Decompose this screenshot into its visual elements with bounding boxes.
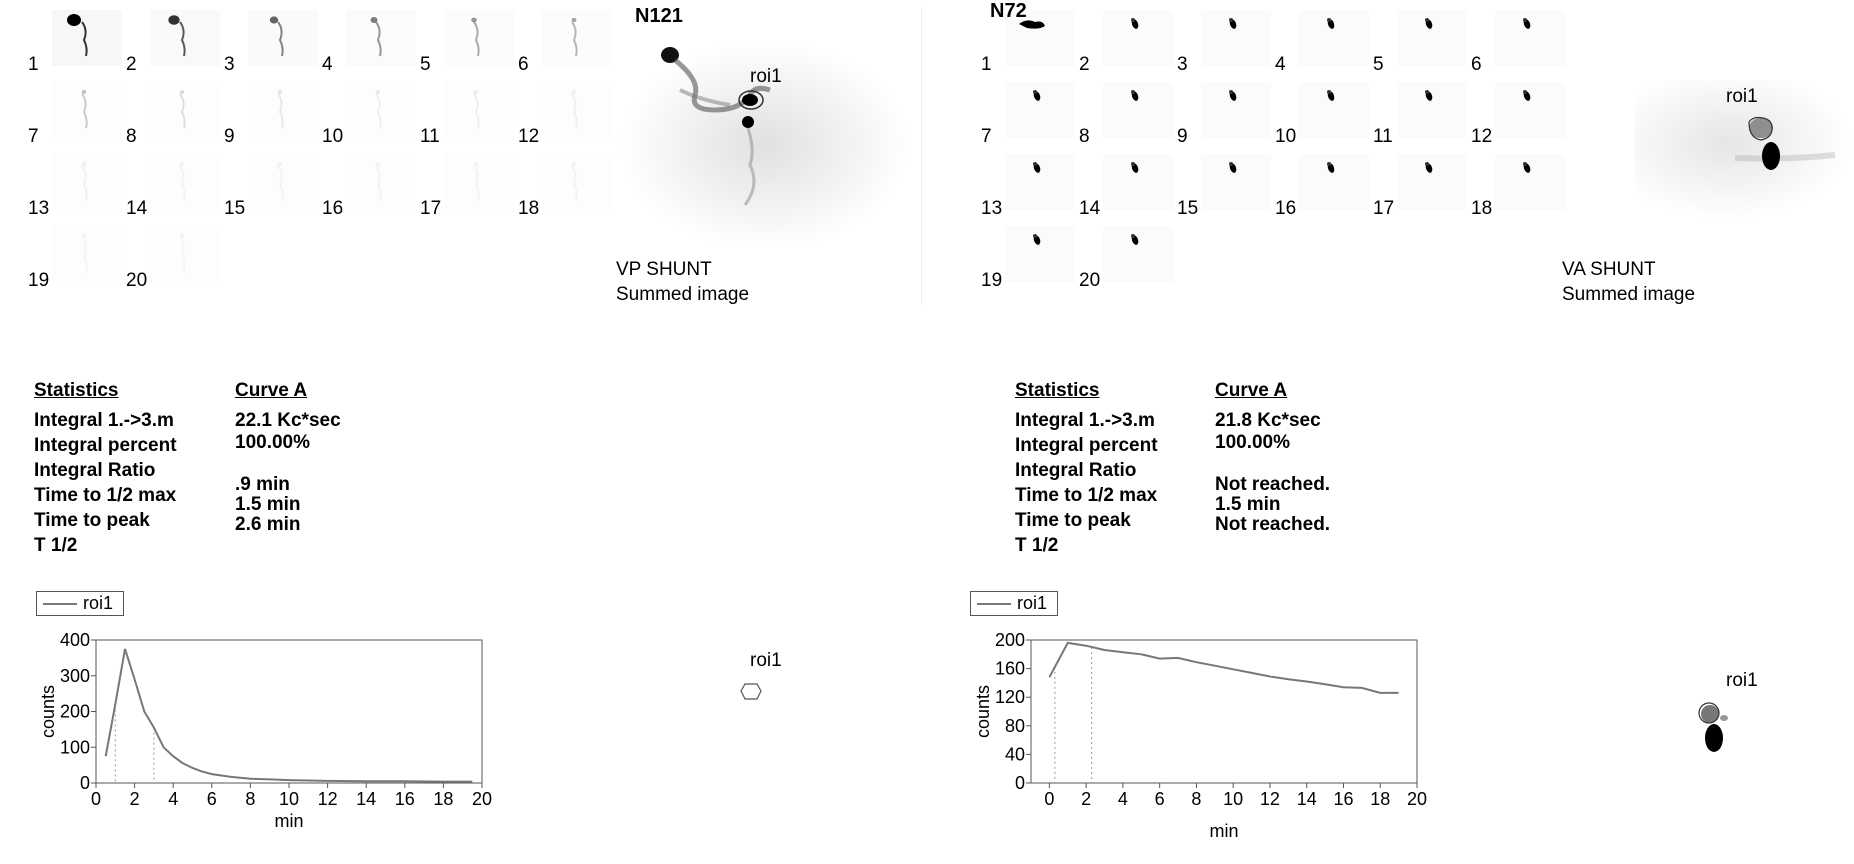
stat-label: Integral percent (1015, 435, 1158, 456)
y-axis-label: counts (38, 684, 58, 739)
frame-number: 2 (126, 54, 137, 75)
frame-thumbnail (126, 154, 216, 224)
frame-number: 3 (1177, 54, 1188, 75)
frame-number: 2 (1079, 54, 1090, 75)
frame-image (1397, 82, 1467, 138)
y-tick-label: 160 (994, 658, 1025, 679)
frame-image (150, 82, 220, 138)
panel-n72 (945, 0, 1854, 864)
frame-image (1005, 154, 1075, 210)
frame-thumbnail (1177, 154, 1267, 224)
frame-thumbnail (981, 226, 1071, 296)
x-tick-label: 6 (1154, 789, 1165, 809)
frame-number: 18 (1471, 198, 1493, 219)
frame-thumbnail (1373, 82, 1463, 152)
frame-number: 1 (981, 54, 992, 75)
y-tick-label: 0 (1014, 773, 1025, 793)
frame-thumbnail (224, 154, 314, 224)
x-tick-label: 14 (1296, 789, 1317, 809)
frame-image (1495, 10, 1565, 66)
x-tick-label: 2 (1081, 789, 1092, 809)
frame-image (150, 154, 220, 210)
statistics-header: Statistics (1015, 380, 1100, 401)
frame-image (346, 10, 416, 66)
frame-number: 5 (1373, 54, 1384, 75)
stat-value: 100.00% (1215, 432, 1291, 453)
stat-value: 100.00% (235, 432, 311, 453)
x-tick-label: 0 (90, 789, 102, 809)
x-tick-label: 18 (433, 789, 454, 809)
frame-thumbnail (518, 82, 608, 152)
summed-image-caption (616, 257, 749, 307)
stat-value (1215, 454, 1435, 474)
frame-thumbnail (224, 10, 314, 80)
x-tick-label: 0 (1044, 789, 1055, 809)
frame-number: 13 (28, 198, 50, 219)
frame-image (1005, 10, 1075, 66)
summed-image-label: Summed image (616, 284, 750, 305)
frame-image (52, 154, 122, 210)
frame-thumbnail (981, 154, 1071, 224)
legend-label: roi1 (1017, 593, 1048, 613)
frame-thumbnail (1177, 10, 1267, 80)
frame-image (444, 154, 514, 210)
frame-thumbnail (420, 154, 510, 224)
stat-value: 2.6 min (235, 514, 301, 535)
frame-image (542, 10, 612, 66)
series-line-roi1 (1049, 643, 1398, 693)
frame-thumbnail (1079, 154, 1169, 224)
frame-image (1201, 10, 1271, 66)
frame-thumbnail (322, 10, 412, 80)
frame-number: 15 (1177, 198, 1199, 219)
frame-number: 19 (981, 270, 1003, 291)
frame-number: 18 (518, 198, 540, 219)
shunt-type-label: VA SHUNT (1562, 259, 1656, 280)
frame-image (52, 226, 122, 282)
stat-label: Time to peak (34, 510, 150, 531)
y-tick-label: 0 (79, 773, 90, 793)
stat-label: Integral Ratio (34, 460, 156, 481)
frame-number: 8 (126, 126, 137, 147)
stat-label: T 1/2 (1015, 535, 1059, 556)
frame-number: 11 (420, 126, 440, 147)
panel-title: N72 (990, 0, 1027, 22)
x-axis-label: min (1209, 821, 1239, 841)
frame-thumbnail (981, 82, 1071, 152)
frame-thumbnail (420, 82, 510, 152)
frame-number: 17 (420, 198, 442, 219)
statistics-header: Statistics (34, 380, 119, 401)
frame-number: 9 (1177, 126, 1188, 147)
y-tick-label: 400 (59, 630, 90, 650)
x-tick-label: 12 (1259, 789, 1280, 809)
stat-label: Integral 1.->3.m (34, 410, 174, 431)
x-tick-label: 4 (168, 789, 179, 809)
frame-number: 9 (224, 126, 235, 147)
y-tick-label: 200 (59, 701, 90, 722)
frame-image (52, 82, 122, 138)
frame-image (1397, 154, 1467, 210)
stat-label: Integral 1.->3.m (1015, 410, 1155, 431)
frame-image (1299, 82, 1369, 138)
frame-number: 17 (1373, 198, 1395, 219)
time-activity-chart (965, 625, 1525, 864)
frame-number: 14 (126, 198, 148, 219)
frame-image (444, 10, 514, 66)
frame-image (346, 154, 416, 210)
x-tick-label: 10 (278, 789, 300, 809)
x-tick-label: 16 (1333, 789, 1354, 809)
frame-number: 6 (1471, 54, 1482, 75)
frame-number: 4 (322, 54, 333, 75)
frame-number: 20 (1079, 270, 1101, 291)
frame-number: 5 (420, 54, 431, 75)
frame-thumbnail (518, 154, 608, 224)
frame-thumbnail (1177, 82, 1267, 152)
stat-label: Time to 1/2 max (1015, 485, 1158, 506)
y-tick-label: 120 (994, 687, 1025, 708)
stat-label: Integral percent (34, 435, 177, 456)
x-tick-label: 14 (356, 789, 377, 809)
frame-thumbnail (28, 10, 118, 80)
frame-image (1103, 154, 1173, 210)
frame-number: 16 (1275, 198, 1297, 219)
stat-value (235, 454, 435, 474)
frame-image (150, 10, 220, 66)
frame-image (1495, 82, 1565, 138)
frame-number: 10 (1275, 126, 1297, 147)
frame-thumbnail (1275, 154, 1365, 224)
stat-label: T 1/2 (34, 535, 78, 556)
frame-thumbnail (518, 10, 608, 80)
frame-thumbnail (126, 10, 216, 80)
frame-thumbnail (28, 154, 118, 224)
stat-value: 22.1 Kc*sec (235, 410, 341, 431)
frame-image (1299, 10, 1369, 66)
frame-thumbnail (322, 82, 412, 152)
frame-thumbnail (1471, 154, 1561, 224)
frame-thumbnail (1079, 10, 1169, 80)
frame-image (542, 82, 612, 138)
shunt-type-label: VP SHUNT (616, 259, 712, 280)
frame-number: 12 (1471, 126, 1493, 147)
series-line-roi1 (106, 649, 473, 782)
stat-value: 1.5 min (1215, 494, 1281, 515)
frame-image (150, 226, 220, 282)
frame-image (542, 154, 612, 210)
frame-image (1299, 154, 1369, 210)
x-tick-label: 20 (471, 789, 493, 809)
frame-number: 7 (981, 126, 992, 147)
stat-label: Time to peak (1015, 510, 1131, 531)
frame-image (1397, 10, 1467, 66)
frame-image (1005, 226, 1075, 282)
x-tick-label: 6 (206, 789, 217, 809)
panel-title: N121 (635, 5, 683, 27)
y-tick-label: 100 (59, 737, 90, 758)
frame-image (1201, 82, 1271, 138)
frame-thumbnail (981, 10, 1071, 80)
legend-line (43, 603, 77, 605)
frame-image (346, 82, 416, 138)
frame-image (1495, 154, 1565, 210)
y-axis-label: counts (973, 684, 993, 739)
frame-thumbnail (1079, 82, 1169, 152)
x-tick-label: 8 (245, 789, 256, 809)
stat-label: Integral Ratio (1015, 460, 1137, 481)
frame-image (248, 10, 318, 66)
stat-value: 21.8 Kc*sec (1215, 410, 1321, 431)
frame-thumbnail (224, 82, 314, 152)
plot-frame (96, 640, 482, 783)
summed-image-label: Summed image (1562, 284, 1696, 305)
x-tick-label: 20 (1406, 789, 1428, 809)
frame-image (444, 82, 514, 138)
frame-thumbnail (28, 82, 118, 152)
frame-number: 8 (1079, 126, 1090, 147)
frame-thumbnail (1275, 10, 1365, 80)
y-tick-label: 300 (59, 665, 90, 686)
frame-number: 3 (224, 54, 235, 75)
x-tick-label: 16 (394, 789, 415, 809)
frame-number: 1 (28, 54, 39, 75)
x-tick-label: 4 (1117, 789, 1128, 809)
curve-a-header: Curve A (235, 380, 308, 401)
frame-image (1103, 82, 1173, 138)
frame-thumbnail (126, 226, 216, 296)
frame-thumbnail (1471, 10, 1561, 80)
frame-thumbnail (126, 82, 216, 152)
frame-number: 7 (28, 126, 39, 147)
y-tick-label: 200 (994, 630, 1025, 650)
frame-thumbnail (28, 226, 118, 296)
time-activity-chart (30, 625, 590, 860)
frame-number: 20 (126, 270, 148, 291)
frame-thumbnail (1373, 154, 1463, 224)
stat-value: .9 min (235, 474, 290, 495)
frame-thumbnail (1373, 10, 1463, 80)
x-tick-label: 18 (1370, 789, 1391, 809)
chart-legend (970, 591, 1058, 616)
roi-image (1690, 696, 1740, 766)
chart-legend (36, 591, 124, 616)
x-tick-label: 2 (129, 789, 140, 809)
curve-a-header: Curve A (1215, 380, 1288, 401)
frame-number: 19 (28, 270, 50, 291)
roi-label: roi1 (1726, 86, 1758, 107)
frame-thumbnail (420, 10, 510, 80)
roi-label: roi1 (1726, 670, 1758, 691)
frame-number: 13 (981, 198, 1003, 219)
legend-label: roi1 (83, 593, 114, 613)
frame-number: 15 (224, 198, 246, 219)
y-tick-label: 40 (1004, 744, 1025, 765)
frame-image (52, 10, 122, 66)
frame-number: 4 (1275, 54, 1286, 75)
frame-thumbnail (1275, 82, 1365, 152)
stat-value: 1.5 min (235, 494, 301, 515)
frame-number: 10 (322, 126, 344, 147)
frame-image (1201, 154, 1271, 210)
frame-image (248, 154, 318, 210)
y-tick-label: 80 (1004, 715, 1025, 736)
frame-number: 6 (518, 54, 529, 75)
summed-image-caption (1562, 257, 1695, 307)
x-tick-label: 8 (1191, 789, 1202, 809)
stat-label: Time to 1/2 max (34, 485, 177, 506)
x-tick-label: 12 (317, 789, 338, 809)
stat-value: Not reached. (1215, 474, 1331, 495)
stat-value: Not reached. (1215, 514, 1331, 535)
frame-thumbnail (1079, 226, 1169, 296)
legend-line (977, 603, 1011, 605)
frame-number: 16 (322, 198, 344, 219)
x-axis-label: min (274, 811, 304, 831)
roi-label: roi1 (750, 66, 782, 87)
frame-image (248, 82, 318, 138)
frame-image (1005, 82, 1075, 138)
frame-number: 12 (518, 126, 540, 147)
frame-image (1103, 226, 1173, 282)
plot-frame (1031, 640, 1417, 783)
roi-outline (738, 682, 764, 702)
frame-number: 11 (1373, 126, 1393, 147)
frame-image (1103, 10, 1173, 66)
roi-label: roi1 (750, 650, 782, 671)
x-tick-label: 10 (1223, 789, 1244, 809)
frame-thumbnail (1471, 82, 1561, 152)
frame-thumbnail (322, 154, 412, 224)
frame-number: 14 (1079, 198, 1101, 219)
